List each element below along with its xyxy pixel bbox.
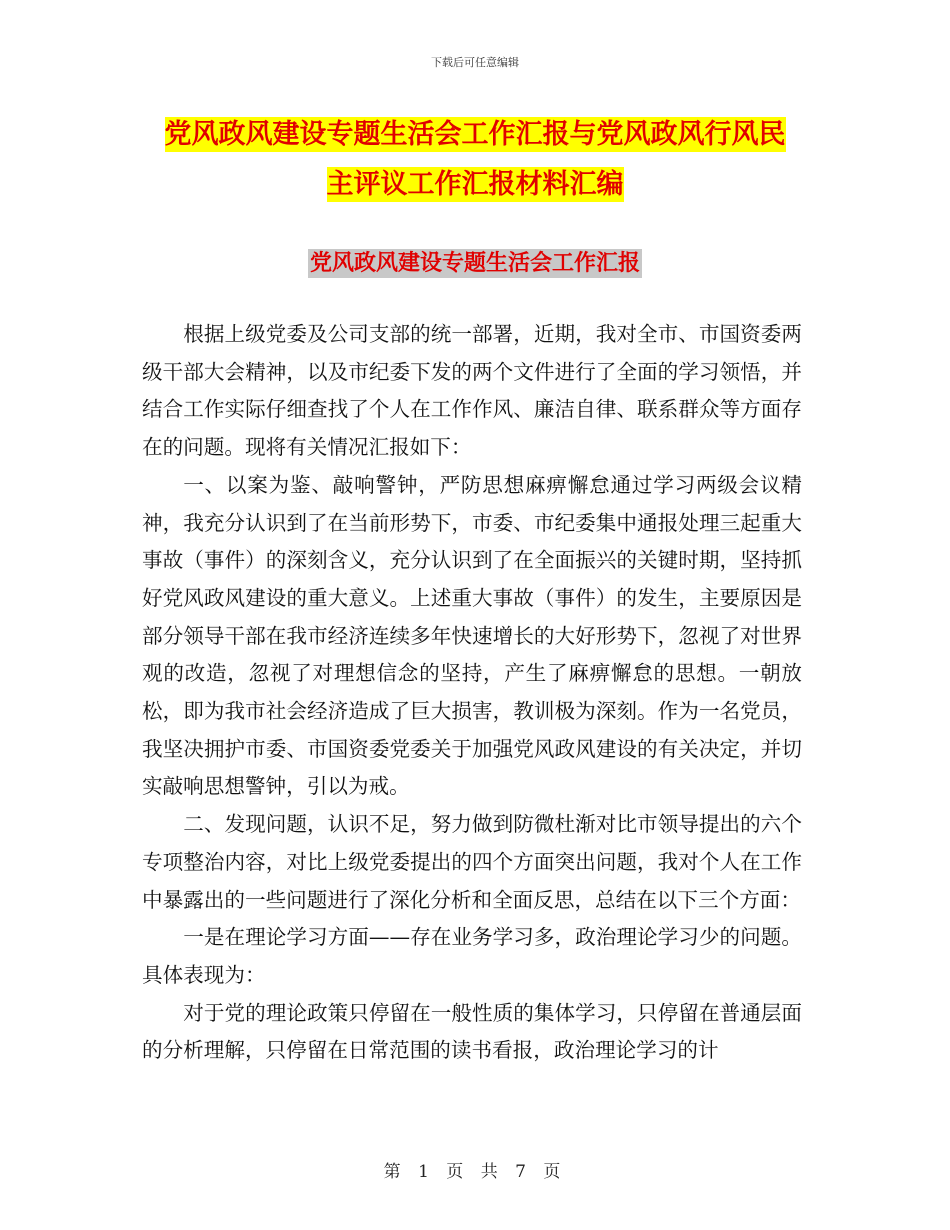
paragraph: 根据上级党委及公司支部的统一部署，近期，我对全市、市国资委两级干部大会精神，以及市纪委下发的两个文件进行了全面的学习领悟，并结合工作实际仔细查找了个人在工作作风、廉洁自律、联系群众等方面存在的问题。现将有关情况汇报如下： bbox=[142, 322, 802, 460]
section-title-text: 党风政风建设专题生活会工作汇报 bbox=[309, 251, 640, 276]
paragraph: 二、发现问题，认识不足，努力做到防微杜渐对比市领导提出的六个专项整治内容，对比上级党委提出的四个方面突出问题，我对个人在工作中暴露出的一些问题进行了深化分析和全面反思，总结在以下三个方面： bbox=[142, 812, 802, 912]
document-title-line-1: 党风政风建设专题生活会工作汇报与党风政风行风民 bbox=[164, 119, 786, 150]
page-footer: 第 1 页 共 7 页 bbox=[383, 1162, 567, 1182]
paragraph: 一、以案为鉴、敲响警钟，严防思想麻痹懈怠通过学习两级会议精神，我充分认识到了在当前形势下，市委、市纪委集中通报处理三起重大事故（事件）的深刻含义，充分认识到了在全面振兴的关键时期，坚持抓好党风政风建设的重大意义。上述重大事故（事件）的发生，主要原因是部分领导干部在我市经济连续多年快速增长的大好形势下，忽视了对世界观的改造，忽视了对理想信念的坚持，产生了麻痹懈怠的思想。一朝放松，即为我市社会经济造成了巨大损害，教训极为深刻。作为一名党员，我坚决拥护市委、市国资委党委关于加强党风政风建设的有关决定，并切实敲响思想警钟，引以为戒。 bbox=[142, 472, 802, 799]
document-title bbox=[130, 110, 820, 210]
paragraph: 对于党的理论政策只停留在一般性质的集体学习，只停留在普通层面的分析理解，只停留在日常范围的读书看报，政治理论学习的计 bbox=[142, 1000, 802, 1063]
section-title bbox=[0, 246, 950, 277]
body-text bbox=[142, 316, 802, 1070]
page-header-note: 下载后可任意编辑 bbox=[431, 56, 519, 69]
document-title-line-2: 主评议工作汇报材料汇编 bbox=[326, 169, 624, 200]
paragraph: 一是在理论学习方面——存在业务学习多，政治理论学习少的问题。具体表现为： bbox=[142, 925, 802, 987]
